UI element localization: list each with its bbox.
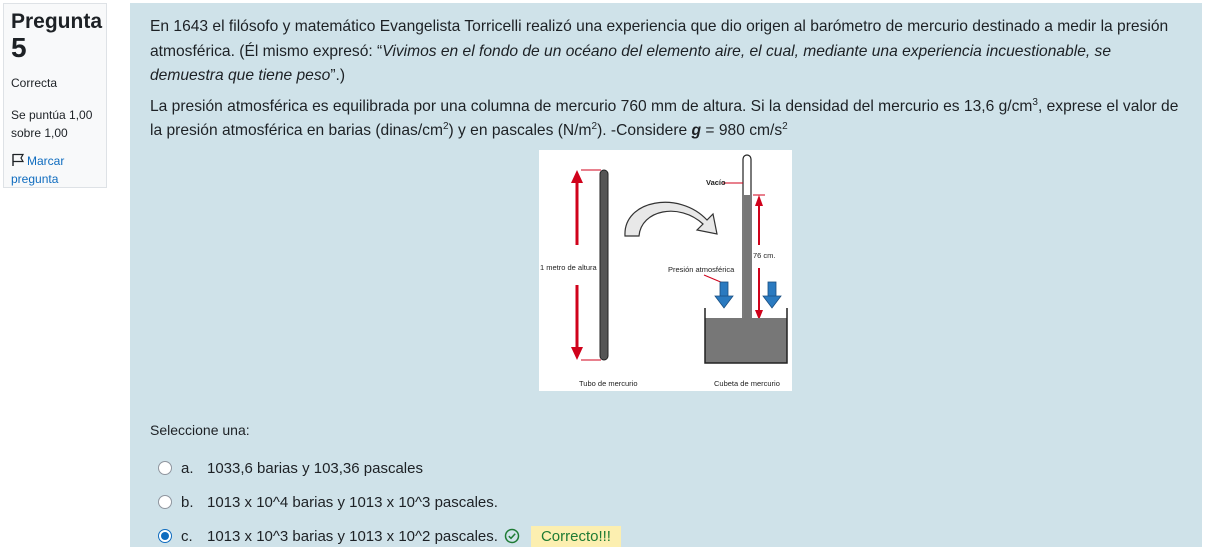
label-vacuum: Vacío — [706, 178, 726, 187]
question-grade: Se puntúa 1,00 sobre 1,00 — [11, 108, 93, 140]
question-content — [130, 3, 1202, 547]
label-76cm: 76 cm. — [753, 251, 776, 260]
p2-b: , exprese el valor de la presión atmosférica en barias (dinas/cm — [150, 97, 1179, 139]
question-info-panel — [3, 3, 107, 188]
p2-sup1: 3 — [1032, 96, 1038, 108]
answer-text: 1013 x 10^3 barias y 1013 x 10^2 pascales. — [207, 527, 498, 545]
radio-a[interactable] — [158, 461, 172, 475]
correct-feedback: Correcto!!! — [531, 526, 621, 547]
curved-arrow-icon — [625, 202, 717, 236]
question-paragraph-2 — [150, 95, 1182, 144]
answer-letter: c. — [181, 527, 193, 545]
p2-c: ) y en pascales (N/m — [448, 122, 592, 139]
p1-text: En 1643 el filósofo y matemático Evangelista Torricelli realizó una experiencia que dio origen al barómetro de mercurio destinado a medir la presión atmosférica. (Él mismo expresó: “ — [150, 18, 1169, 60]
flag-question-link[interactable] — [11, 152, 99, 188]
p2-sup3: 2 — [591, 121, 598, 132]
answer-list — [158, 451, 621, 553]
answer-prompt: Seleccione una: — [150, 422, 250, 438]
radio-b[interactable] — [158, 495, 172, 509]
p2-g: g — [691, 122, 702, 139]
answer-text: 1013 x 10^4 barias y 1013 x 10^3 pascales. — [207, 493, 498, 511]
p2-sup4: 2 — [782, 121, 788, 132]
p2-d: ). -Considere — [597, 122, 692, 139]
mercury-basin — [705, 308, 787, 363]
answer-letter: a. — [181, 459, 194, 477]
question-label: Pregunta — [11, 10, 103, 33]
flag-icon — [11, 153, 25, 167]
p1-end: ”.) — [330, 67, 346, 84]
flag-label: Marcar pregunta — [11, 154, 65, 186]
answer-letter: b. — [181, 493, 194, 511]
answer-option-c[interactable] — [158, 519, 621, 553]
answer-option-a[interactable] — [158, 451, 621, 485]
torricelli-figure — [539, 150, 792, 391]
question-number: 5 — [11, 32, 27, 63]
answer-option-b[interactable] — [158, 485, 621, 519]
answer-text: 1033,6 barias y 103,36 pascales — [207, 459, 423, 477]
question-paragraph-1 — [150, 15, 1182, 89]
radio-c[interactable] — [158, 529, 172, 543]
mercury-tube — [600, 170, 608, 360]
question-state: Correcta — [11, 76, 58, 90]
question-text — [150, 15, 1182, 144]
check-circle-icon — [504, 528, 520, 544]
label-pressure: Presión atmosférica — [668, 265, 735, 274]
p2-e: = 980 cm/s — [701, 122, 783, 139]
label-height: 1 metro de altura — [540, 263, 597, 272]
p1-quote: Vivimos en el fondo de un océano del elemento aire, el cual, mediante una experiencia incuestionable, se demuestra que tiene peso — [150, 42, 1111, 84]
p2-sup2: 2 — [442, 121, 449, 132]
label-tube: Tubo de mercurio — [579, 379, 638, 388]
p2-a: La presión atmosférica es equilibrada por una columna de mercurio 760 mm de altura. Si la densidad del mercurio es 13,6 g/cm — [150, 97, 1033, 115]
label-basin: Cubeta de mercurio — [714, 379, 780, 388]
